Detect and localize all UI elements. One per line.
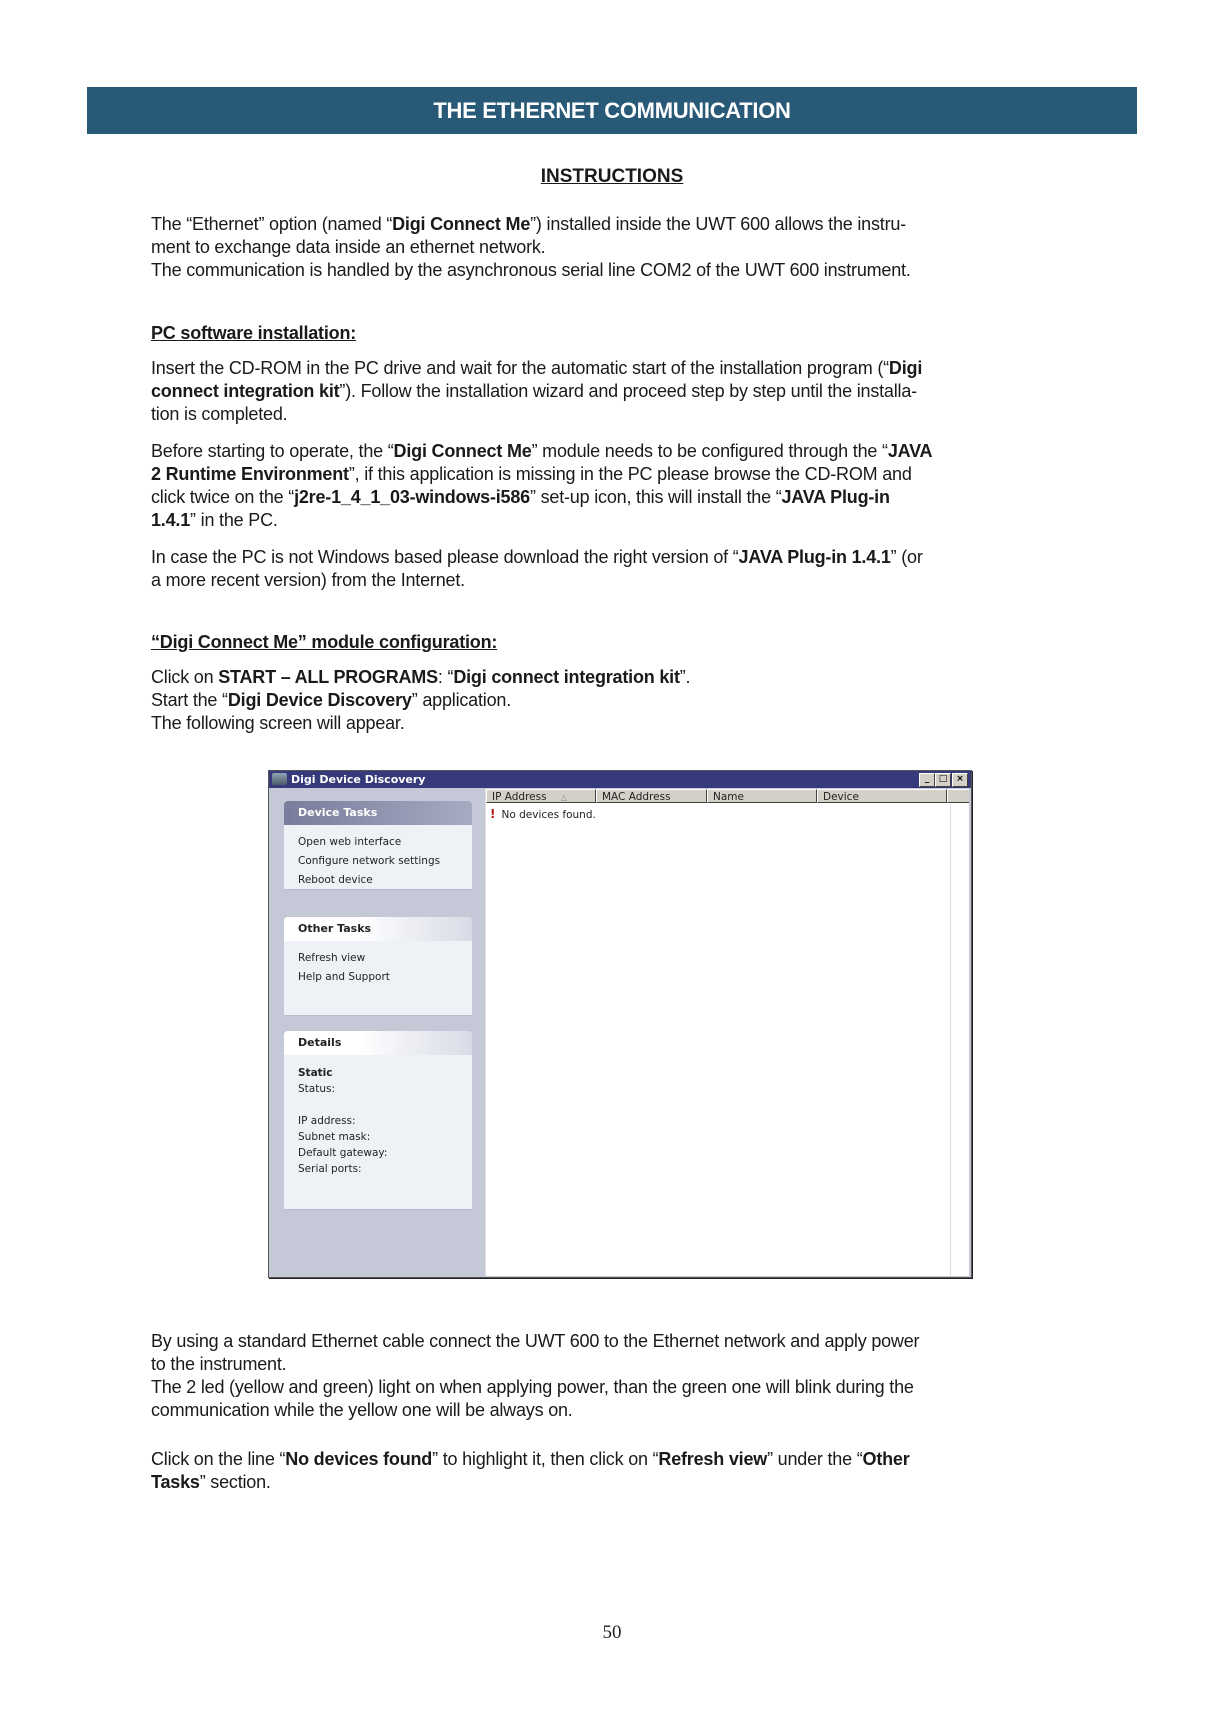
- window-title: Digi Device Discovery: [291, 773, 426, 786]
- network-app-icon: [272, 773, 287, 785]
- column-header-mac-address[interactable]: MAC Address: [596, 789, 707, 803]
- task-reboot-device[interactable]: Reboot device: [298, 874, 373, 886]
- no-devices-message: No devices found.: [501, 809, 596, 821]
- module-config-heading: “Digi Connect Me” module configuration:: [151, 632, 498, 652]
- details-ip-address-label: IP address:: [298, 1115, 356, 1127]
- other-tasks-panel: [284, 917, 472, 1015]
- sort-ascending-icon: △: [560, 793, 567, 802]
- details-subnet-mask-label: Subnet mask:: [298, 1131, 371, 1143]
- page-number: 50: [602, 1622, 622, 1643]
- vertical-scrollbar[interactable]: [950, 804, 969, 1276]
- device-list-header: [486, 789, 969, 804]
- task-configure-network-settings[interactable]: Configure network settings: [298, 855, 441, 867]
- device-tasks-header[interactable]: Device Tasks: [284, 801, 472, 825]
- device-tasks-panel: [284, 801, 472, 889]
- pc-install-paragraph-1: Insert the CD-ROM in the PC drive and wait for the automatic start of the installation program (“Digi connect integration kit”). Follow the installation wizard and proceed step by step until the installa- tion is completed.: [151, 358, 923, 424]
- task-open-web-interface[interactable]: Open web interface: [298, 836, 402, 848]
- instructions-heading: INSTRUCTIONS: [540, 166, 684, 187]
- intro-paragraph: The “Ethernet” option (named “Digi Connect Me”) installed inside the UWT 600 allows the instru- ment to exchange data inside an ethernet network. The communication is handled by the asynchronous serial line COM2 of the UWT 600 instrument.: [151, 214, 911, 280]
- section-title: THE ETHERNET COMMUNICATION: [433, 98, 791, 123]
- other-tasks-header[interactable]: Other Tasks: [284, 917, 472, 941]
- no-devices-row[interactable]: [490, 806, 596, 823]
- details-serial-ports-label: Serial ports:: [298, 1163, 362, 1175]
- details-header[interactable]: Details: [284, 1031, 472, 1055]
- digi-device-discovery-window: [268, 770, 972, 1278]
- details-status-label: Status:: [298, 1083, 335, 1095]
- column-header-name[interactable]: Name: [707, 789, 817, 803]
- section-banner: [87, 87, 1137, 134]
- pc-install-heading: PC software installation:: [151, 323, 357, 343]
- device-list: [485, 789, 969, 1276]
- details-panel: [284, 1031, 472, 1209]
- pc-install-paragraph-2: Before starting to operate, the “Digi Connect Me” module needs to be configured through the “JAVA 2 Runtime Environment”, if this application is missing in the PC please browse the CD-ROM and click twice on the “j2re-1_4_1_03-windows-i586” set-up icon, this will install the “JAVA Plug-in 1.4.1” in the PC.: [151, 441, 933, 530]
- details-default-gateway-label: Default gateway:: [298, 1147, 388, 1159]
- refresh-instructions-paragraph: Click on the line “No devices found” to highlight it, then click on “Refresh view” under the “Other Tasks” section.: [151, 1449, 910, 1492]
- task-pane: [270, 789, 485, 1276]
- column-header-device[interactable]: Device: [817, 789, 947, 803]
- connection-paragraph: By using a standard Ethernet cable connect the UWT 600 to the Ethernet network and apply power to the instrument. The 2 led (yellow and green) light on when applying power, than the green one will blink during the communication while the yellow one will be always on.: [151, 1331, 920, 1420]
- pc-install-paragraph-3: In case the PC is not Windows based please download the right version of “JAVA Plug-in 1.4.1” (or a more recent version) from the Internet.: [151, 547, 923, 590]
- close-button[interactable]: ×: [952, 773, 968, 787]
- task-refresh-view[interactable]: Refresh view: [298, 952, 366, 964]
- window-titlebar[interactable]: [269, 771, 971, 788]
- minimize-button[interactable]: _: [919, 773, 935, 787]
- warning-icon: !: [490, 807, 496, 821]
- maximize-button[interactable]: □: [935, 773, 951, 787]
- module-config-paragraph: Click on START – ALL PROGRAMS: “Digi connect integration kit”. Start the “Digi Device Discovery” application. The following screen will appear.: [151, 667, 691, 733]
- details-type: Static: [298, 1067, 333, 1079]
- column-header-filler: [947, 789, 969, 803]
- column-header-ip-address[interactable]: IP Address △: [486, 789, 596, 803]
- task-help-and-support[interactable]: Help and Support: [298, 971, 390, 983]
